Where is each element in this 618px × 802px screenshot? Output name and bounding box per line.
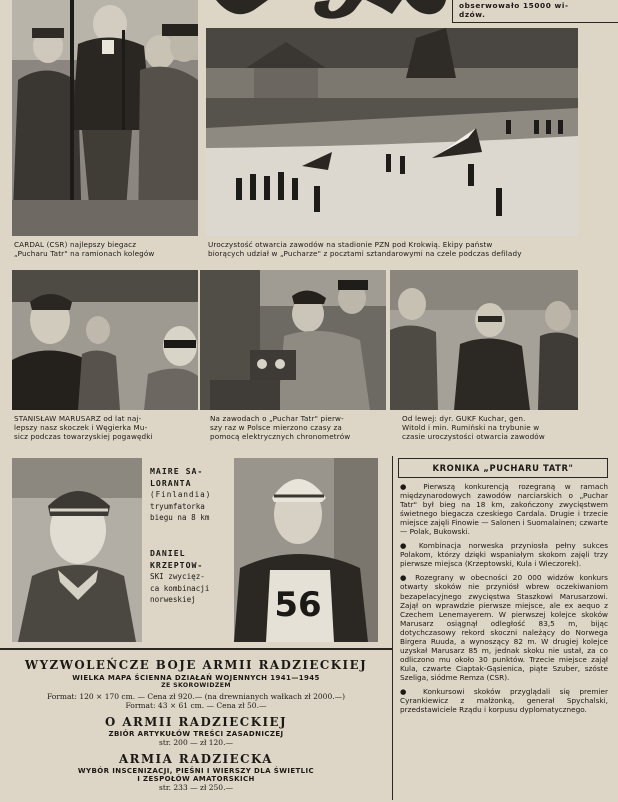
caption-chrono-line2: szy raz w Polsce mierzono czasy za: [210, 423, 342, 432]
caption-officials: [402, 414, 582, 441]
kronika-paragraph-2: ● Kombinacja norweska przyniosła pełny sukces Polakom, którzy dzięki wspaniałym skokom zajęli trzy pierwsze miejsca (Krzeptowski, Kula i Wieczorek).: [400, 541, 608, 569]
kronika-paragraph-1: ● Pierwszą konkurencją rozegraną w ramach międzynarodowych zawodów narciarskich o „Puchar Tatr" był bieg na 18 km, zakończony zwycięstwem świetnego biegacza czeskiego Cardala. Drugie i trzecie miejsce zajęli Finowie — Salonen i Suomalainen; czwarte — Polak, Bukowski.: [400, 482, 608, 537]
ad-heading-2: O ARMII RADZIECKIEJ: [104, 715, 288, 729]
caption-daniel-line3: SKI zwycięz-: [150, 572, 205, 581]
ad-price-1a: Format: 120 × 170 cm. — Cena zł 920.— (na drewnianych wałkach zł 2000.—): [46, 692, 346, 701]
caption-cardal: [14, 240, 200, 258]
photo-maire-salonen: [12, 458, 142, 642]
photo-cardal-carried: [12, 0, 198, 236]
caption-cardal-line2: „Pucharu Tatr" na ramionach kolegów: [14, 249, 155, 258]
ad-sub-1b: ZE SKOROWIDZEM: [161, 682, 231, 689]
advertisement: [0, 648, 392, 802]
caption-daniel-line1: DANIEL: [150, 548, 186, 558]
photo-marusarz: [12, 270, 198, 410]
ad-sub-3b: I ZESPOŁÓW AMATORSKICH: [137, 775, 255, 783]
bib-number: 56: [274, 585, 322, 625]
caption-marusarz-line3: sicz podczas towarzyskiej pogawędki: [14, 432, 153, 441]
caption-maire-line4: tryumfatorka: [150, 501, 205, 511]
top-right-line1: obserwowało 15000 wi-: [459, 1, 569, 10]
ad-price-1b: Format: 43 × 61 cm. — Cena zł 50.—: [125, 701, 267, 710]
kronika-paragraph-3: ● Rozegrany w obecności 20 000 widzów konkurs otwarty skoków nie przyniósł wbrew oczekiwaniom bezapelacyjnego zwycięstwa Staszkowi Marusarzowi. Zajął on wprawdzie pierwsze miejsce, ale ex aequo z Czechem Lenemayerem. W pierwszej kolejce skoków Marusarz osiągnął odległość 83,5 m, bijąc dotychczasowy rekord skoczni należący do Norwega Birgera Ruuda, a wynoszący 82 m. W drugiej kolejce uzyskał Marusarz 85 m, jednak skoku nie ustał, za co odliczono mu około 30 punktów. Trzecie miejsce zajął Kula, czwarte Ciaptak-Gąsienica, piąte Szuber, szóste Szeliga, siódme Remza (CSR).: [400, 573, 608, 682]
caption-marusarz-line1: STANISŁAW MARUSARZ od lat naj-: [14, 414, 142, 423]
caption-officials-line1: Od lewej: dyr. GUKF Kuchar, gen.: [402, 414, 526, 423]
kronika-paragraph-4: ● Konkursowi skoków przyglądali się premier Cyrankiewicz z małżonką, generał Spychalski, przedstawiciele Rządu i korpusu dyplomatycznego.: [400, 686, 608, 715]
caption-marusarz: [14, 414, 200, 441]
masthead-scrap: [206, 0, 452, 24]
caption-officials-line2: Witold i min. Rumiński na trybunie w: [402, 423, 540, 432]
caption-maire-line1: MAIRE SA-: [150, 466, 204, 476]
caption-chronometers: [210, 414, 390, 441]
caption-opening-line1: Uroczystość otwarcia zawodów na stadionie PZN pod Krokwią. Ekipy państw: [208, 240, 493, 249]
caption-daniel-line5: norweskiej: [150, 595, 196, 604]
caption-maire-line5: biegu na 8 km: [150, 513, 210, 522]
top-right-box: [452, 0, 618, 23]
photo-chronometers: [200, 270, 386, 410]
ad-heading-3: ARMIA RADZIECKA: [119, 752, 273, 766]
caption-chrono-line3: pomocą elektrycznych chronometrów: [210, 432, 351, 441]
caption-maire-line3: (Finlandia): [150, 490, 212, 499]
caption-maire-line2: LORANTA: [150, 477, 192, 488]
photo-daniel-krzeptowski: [234, 458, 378, 642]
caption-daniel-line4: ca kombinacji: [150, 583, 210, 593]
caption-maire: [150, 466, 232, 524]
caption-cardal-line1: CARDAL (CSR) najlepszy biegacz: [14, 240, 137, 249]
photo-opening-ceremony: [206, 28, 578, 236]
caption-opening-line2: biorących udział w „Pucharze" z pocztami sztandarowymi na czele podczas defilady: [208, 249, 522, 258]
kronika-body: [400, 482, 608, 719]
photo-officials: [390, 270, 578, 410]
caption-daniel: [150, 548, 232, 606]
top-right-line2: dzów.: [459, 10, 486, 19]
caption-marusarz-line2: lepszy nasz skoczek i Węgierka Mu-: [14, 423, 148, 432]
ad-sub-2: ZBIÓR ARTYKUŁÓW TREŚCI ZASADNICZEJ: [108, 730, 284, 738]
caption-chrono-line1: Na zawodach o „Puchar Tatr" pierw-: [210, 414, 344, 423]
ad-price-3: str. 233 — zł 250.—: [159, 783, 233, 792]
ad-sub-3a: WYBÓR INSCENIZACJI, PIEŚNI I WIERSZY DLA ŚWIETLIC: [77, 767, 315, 775]
caption-officials-line3: czasie uroczystości otwarcia zawodów: [402, 432, 545, 441]
kronika-title: KRONIKA „PUCHARU TATR": [398, 458, 608, 478]
caption-opening: [208, 240, 580, 258]
kronika-column: [392, 456, 618, 800]
caption-daniel-line2: KRZEPTOW-: [150, 559, 204, 570]
ad-price-2: str. 200 — zł 120.—: [159, 738, 233, 747]
ad-heading-1: WYZWOLEŃCZE BOJE ARMII RADZIECKIEJ: [24, 658, 368, 672]
ad-sub-1a: WIELKA MAPA ŚCIENNA DZIAŁAŃ WOJENNYCH 1941—1945: [72, 674, 320, 682]
